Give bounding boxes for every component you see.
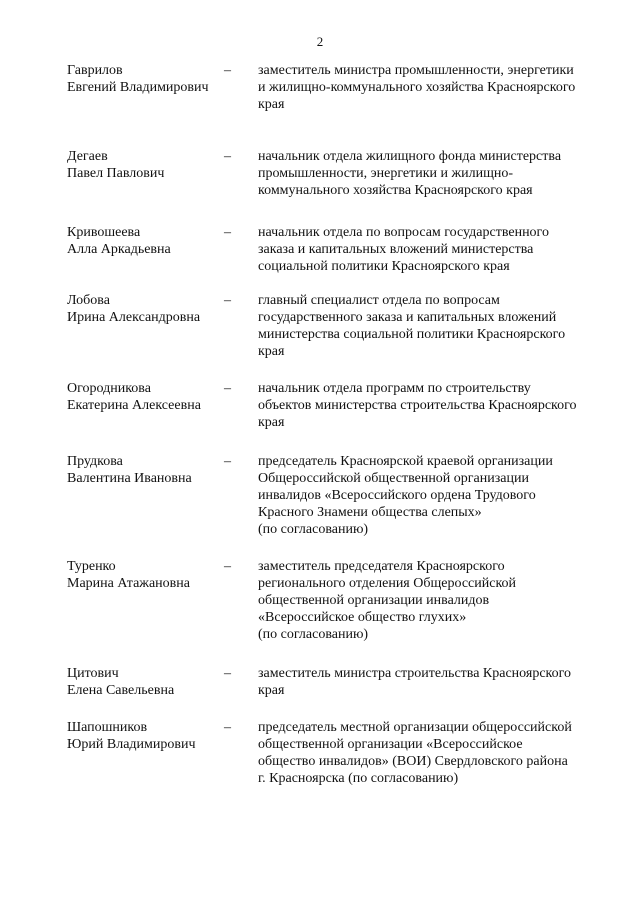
role-line: регионального отделения Общероссийской [258,576,517,591]
role-line: общественной организации «Всероссийское [258,737,523,752]
member-given-name: Алла Аркадьевна [67,242,171,257]
role-line: Общероссийской общественной организации [258,471,529,486]
member-role [258,665,598,699]
separator-dash: – [224,149,231,164]
member-surname: Дегаев [67,149,108,164]
role-line: края [258,415,285,430]
member-name [67,292,232,326]
member-name [67,224,232,258]
separator-dash: – [224,381,231,396]
member-role [258,224,598,275]
member-entry [67,558,607,643]
role-line: края [258,97,285,112]
role-line: края [258,344,285,359]
member-surname: Лобова [67,293,110,308]
role-line: главный специалист отдела по вопросам [258,293,500,308]
separator-dash: – [224,63,231,78]
role-line: общественной организации инвалидов [258,593,490,608]
member-surname: Огородникова [67,381,151,396]
role-line: начальник отдела программ по строительству [258,381,531,396]
member-surname: Прудкова [67,454,123,469]
member-name [67,558,232,592]
role-line: общество инвалидов» (ВОИ) Свердловского района [258,754,568,769]
member-name [67,62,232,96]
member-surname: Шапошников [67,720,148,735]
member-entry [67,62,607,113]
role-line: государственного заказа и капитальных вложений [258,310,557,325]
separator-dash: – [224,720,231,735]
member-name [67,148,232,182]
role-line: Красного Знамени общества слепых» [258,505,482,520]
member-surname: Цитович [67,666,119,681]
member-role [258,292,598,360]
member-role [258,558,598,643]
role-line: министерства социальной политики Красноярского [258,327,566,342]
member-surname: Гаврилов [67,63,123,78]
member-given-name: Екатерина Алексеевна [67,398,201,413]
role-line: заказа и капитальных вложений министерства [258,242,534,257]
member-role [258,148,598,199]
member-list [67,62,607,787]
separator-dash: – [224,293,231,308]
member-entry [67,719,607,787]
role-line: председатель Красноярской краевой организации [258,454,553,469]
member-name [67,719,232,753]
role-line: председатель местной организации общероссийской [258,720,572,735]
member-given-name: Евгений Владимирович [67,80,209,95]
member-entry [67,148,607,199]
role-line: начальник отдела жилищного фонда министерства [258,149,562,164]
role-line: и жилищно-коммунального хозяйства Красноярского [258,80,576,95]
member-given-name: Юрий Владимирович [67,737,196,752]
member-role [258,380,598,431]
separator-dash: – [224,559,231,574]
page-number: 2 [316,34,324,49]
member-entry [67,224,607,275]
role-line: коммунального хозяйства Красноярского края [258,183,533,198]
member-given-name: Валентина Ивановна [67,471,192,486]
role-line: края [258,683,285,698]
role-line: (по согласованию) [258,627,369,642]
member-entry [67,380,607,431]
role-line: «Всероссийское общество глухих» [258,610,467,625]
member-entry [67,453,607,538]
role-line: начальник отдела по вопросам государственного [258,225,549,240]
separator-dash: – [224,225,231,240]
role-line: промышленности, энергетики и жилищно- [258,166,514,181]
member-entry [67,665,607,699]
role-line: заместитель министра промышленности, энергетики [258,63,574,78]
member-name [67,453,232,487]
member-role [258,719,598,787]
member-role [258,62,598,113]
role-line: г. Красноярска (по согласованию) [258,771,459,786]
member-given-name: Елена Савельевна [67,683,175,698]
member-given-name: Павел Павлович [67,166,165,181]
member-name [67,380,232,414]
role-line: заместитель министра строительства Красноярского [258,666,572,681]
role-line: социальной политики Красноярского края [258,259,510,274]
role-line: (по согласованию) [258,522,369,537]
member-entry [67,292,607,360]
separator-dash: – [224,666,231,681]
role-line: заместитель председателя Красноярского [258,559,505,574]
member-surname: Туренко [67,559,116,574]
member-role [258,453,598,538]
role-line: объектов министерства строительства Красноярского [258,398,577,413]
separator-dash: – [224,454,231,469]
role-line: инвалидов «Всероссийского ордена Трудового [258,488,536,503]
member-given-name: Ирина Александровна [67,310,201,325]
member-name [67,665,232,699]
member-surname: Кривошеева [67,225,141,240]
member-given-name: Марина Атажановна [67,576,190,591]
